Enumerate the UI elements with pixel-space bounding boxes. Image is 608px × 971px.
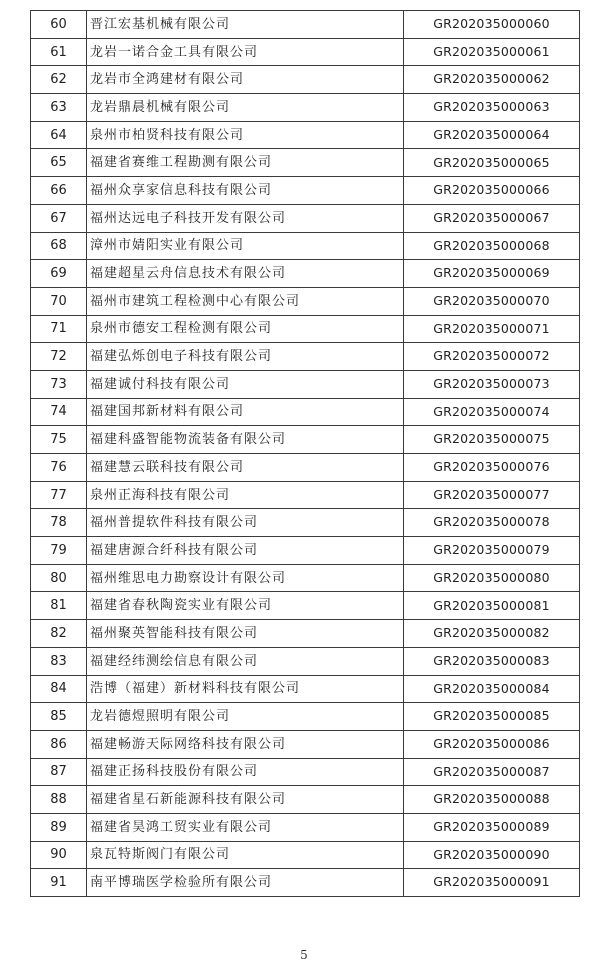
table-row [31, 315, 580, 343]
row-number-cell: 85 [31, 703, 87, 731]
certificate-code-cell: GR202035000068 [404, 232, 580, 260]
table-row [31, 592, 580, 620]
company-name-cell: 福建省星石新能源科技有限公司 [87, 786, 404, 814]
table-row [31, 426, 580, 454]
company-name-cell: 福建超星云舟信息技术有限公司 [87, 260, 404, 288]
table-row [31, 260, 580, 288]
company-name-cell: 福建弘烁创电子科技有限公司 [87, 343, 404, 371]
table-row [31, 758, 580, 786]
certificate-code-cell: GR202035000087 [404, 758, 580, 786]
table-row [31, 149, 580, 177]
company-name-cell: 福建慧云联科技有限公司 [87, 454, 404, 482]
table-row [31, 786, 580, 814]
company-name-cell: 福州聚英智能科技有限公司 [87, 620, 404, 648]
table-row [31, 454, 580, 482]
table-row [31, 94, 580, 122]
company-name-cell: 漳州市婧阳实业有限公司 [87, 232, 404, 260]
certificate-code-cell: GR202035000064 [404, 121, 580, 149]
table-row [31, 177, 580, 205]
certificate-code-cell: GR202035000090 [404, 841, 580, 869]
company-name-cell: 龙岩鼎晨机械有限公司 [87, 94, 404, 122]
company-name-cell: 福州普提软件科技有限公司 [87, 509, 404, 537]
table-row [31, 204, 580, 232]
row-number-cell: 73 [31, 370, 87, 398]
row-number-cell: 69 [31, 260, 87, 288]
company-certificate-table [30, 10, 580, 897]
company-name-cell: 福建国邦新材料有限公司 [87, 398, 404, 426]
row-number-cell: 67 [31, 204, 87, 232]
row-number-cell: 61 [31, 38, 87, 66]
company-name-cell: 福建畅游天际网络科技有限公司 [87, 730, 404, 758]
certificate-code-cell: GR202035000066 [404, 177, 580, 205]
row-number-cell: 77 [31, 481, 87, 509]
table-row [31, 703, 580, 731]
certificate-code-cell: GR202035000070 [404, 287, 580, 315]
row-number-cell: 81 [31, 592, 87, 620]
company-name-cell: 福州维思电力勘察设计有限公司 [87, 564, 404, 592]
row-number-cell: 88 [31, 786, 87, 814]
company-name-cell: 福建省昊鸿工贸实业有限公司 [87, 813, 404, 841]
certificate-code-cell: GR202035000084 [404, 675, 580, 703]
company-name-cell: 南平博瑞医学检验所有限公司 [87, 869, 404, 897]
company-name-cell: 晋江宏基机械有限公司 [87, 11, 404, 39]
table-row [31, 564, 580, 592]
table-body [31, 11, 580, 897]
company-name-cell: 福州市建筑工程检测中心有限公司 [87, 287, 404, 315]
row-number-cell: 80 [31, 564, 87, 592]
certificate-code-cell: GR202035000081 [404, 592, 580, 620]
certificate-code-cell: GR202035000083 [404, 647, 580, 675]
company-name-cell: 福建唐源合纤科技有限公司 [87, 537, 404, 565]
row-number-cell: 63 [31, 94, 87, 122]
certificate-code-cell: GR202035000072 [404, 343, 580, 371]
table-row [31, 813, 580, 841]
certificate-code-cell: GR202035000063 [404, 94, 580, 122]
certificate-code-cell: GR202035000077 [404, 481, 580, 509]
row-number-cell: 75 [31, 426, 87, 454]
company-name-cell: 泉州市德安工程检测有限公司 [87, 315, 404, 343]
company-name-cell: 福建诚付科技有限公司 [87, 370, 404, 398]
company-name-cell: 龙岩市全鸿建材有限公司 [87, 66, 404, 94]
certificate-code-cell: GR202035000086 [404, 730, 580, 758]
certificate-code-cell: GR202035000062 [404, 66, 580, 94]
row-number-cell: 79 [31, 537, 87, 565]
certificate-code-cell: GR202035000085 [404, 703, 580, 731]
row-number-cell: 66 [31, 177, 87, 205]
row-number-cell: 89 [31, 813, 87, 841]
certificate-code-cell: GR202035000060 [404, 11, 580, 39]
table-row [31, 620, 580, 648]
certificate-code-cell: GR202035000076 [404, 454, 580, 482]
company-name-cell: 浩博（福建）新材料科技有限公司 [87, 675, 404, 703]
certificate-code-cell: GR202035000074 [404, 398, 580, 426]
table-row [31, 398, 580, 426]
company-name-cell: 福州达远电子科技开发有限公司 [87, 204, 404, 232]
row-number-cell: 72 [31, 343, 87, 371]
table-row [31, 370, 580, 398]
row-number-cell: 90 [31, 841, 87, 869]
certificate-code-cell: GR202035000079 [404, 537, 580, 565]
row-number-cell: 87 [31, 758, 87, 786]
certificate-code-cell: GR202035000078 [404, 509, 580, 537]
row-number-cell: 86 [31, 730, 87, 758]
company-name-cell: 福建省赛维工程勘测有限公司 [87, 149, 404, 177]
table-row [31, 121, 580, 149]
row-number-cell: 84 [31, 675, 87, 703]
table-row [31, 647, 580, 675]
certificate-code-cell: GR202035000073 [404, 370, 580, 398]
certificate-code-cell: GR202035000089 [404, 813, 580, 841]
table-row [31, 38, 580, 66]
row-number-cell: 76 [31, 454, 87, 482]
company-name-cell: 龙岩一诺合金工具有限公司 [87, 38, 404, 66]
certificate-code-cell: GR202035000082 [404, 620, 580, 648]
table-row [31, 841, 580, 869]
row-number-cell: 78 [31, 509, 87, 537]
table-row [31, 66, 580, 94]
certificate-code-cell: GR202035000088 [404, 786, 580, 814]
company-name-cell: 福州众享家信息科技有限公司 [87, 177, 404, 205]
company-name-cell: 泉瓦特斯阀门有限公司 [87, 841, 404, 869]
certificate-code-cell: GR202035000065 [404, 149, 580, 177]
row-number-cell: 60 [31, 11, 87, 39]
table-row [31, 675, 580, 703]
certificate-code-cell: GR202035000071 [404, 315, 580, 343]
certificate-code-cell: GR202035000067 [404, 204, 580, 232]
row-number-cell: 83 [31, 647, 87, 675]
table-row [31, 537, 580, 565]
row-number-cell: 91 [31, 869, 87, 897]
row-number-cell: 64 [31, 121, 87, 149]
row-number-cell: 68 [31, 232, 87, 260]
certificate-code-cell: GR202035000075 [404, 426, 580, 454]
table-row [31, 481, 580, 509]
company-name-cell: 福建科盛智能物流装备有限公司 [87, 426, 404, 454]
row-number-cell: 82 [31, 620, 87, 648]
page-number: 5 [300, 948, 308, 962]
certificate-code-cell: GR202035000091 [404, 869, 580, 897]
table-row [31, 869, 580, 897]
table-row [31, 232, 580, 260]
certificate-code-cell: GR202035000069 [404, 260, 580, 288]
table-row [31, 343, 580, 371]
row-number-cell: 62 [31, 66, 87, 94]
table-row [31, 11, 580, 39]
company-name-cell: 福建省春秋陶瓷实业有限公司 [87, 592, 404, 620]
company-name-cell: 泉州市柏贤科技有限公司 [87, 121, 404, 149]
table-row [31, 730, 580, 758]
company-name-cell: 龙岩德煜照明有限公司 [87, 703, 404, 731]
row-number-cell: 74 [31, 398, 87, 426]
table-row [31, 509, 580, 537]
row-number-cell: 71 [31, 315, 87, 343]
table-row [31, 287, 580, 315]
certificate-code-cell: GR202035000080 [404, 564, 580, 592]
company-name-cell: 福建经纬测绘信息有限公司 [87, 647, 404, 675]
row-number-cell: 70 [31, 287, 87, 315]
certificate-code-cell: GR202035000061 [404, 38, 580, 66]
company-name-cell: 泉州正海科技有限公司 [87, 481, 404, 509]
row-number-cell: 65 [31, 149, 87, 177]
company-name-cell: 福建正扬科技股份有限公司 [87, 758, 404, 786]
